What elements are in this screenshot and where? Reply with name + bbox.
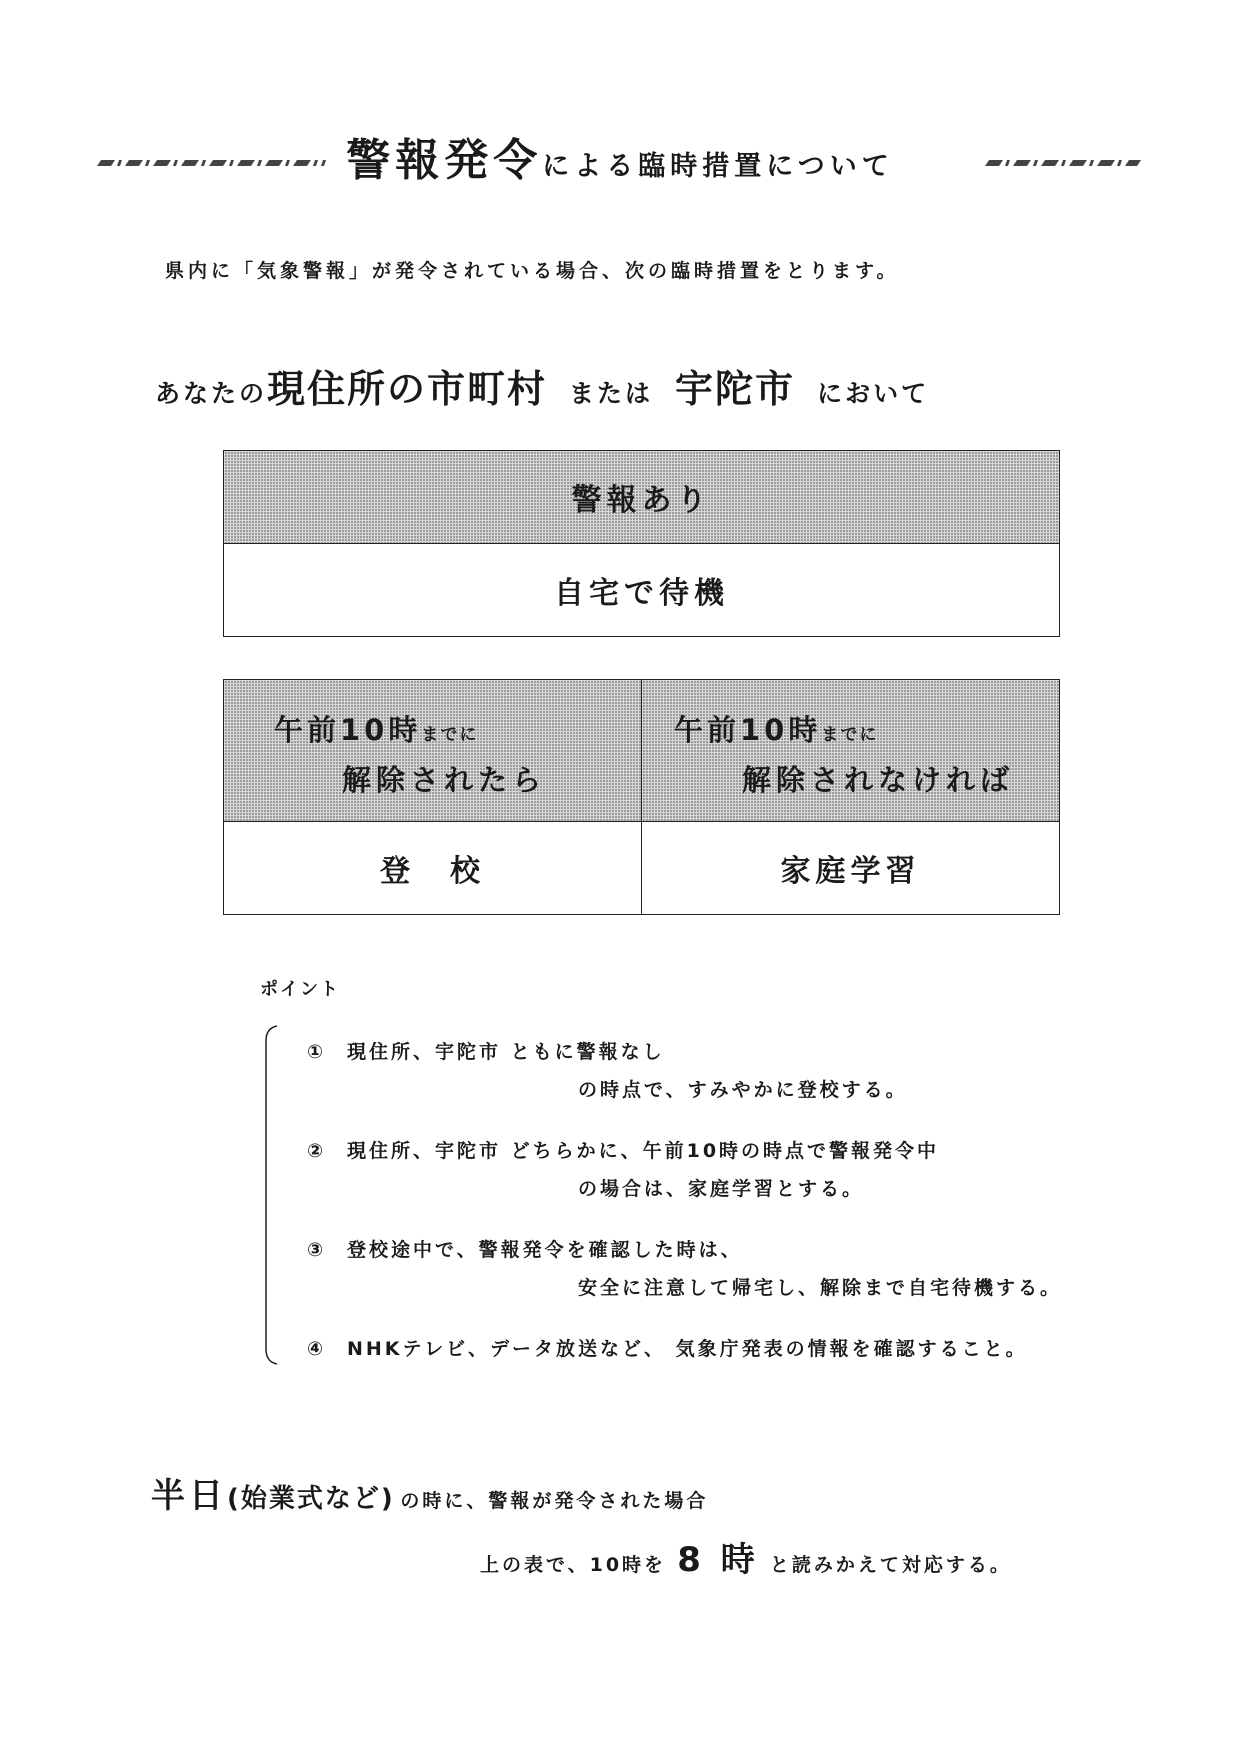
point-item-4-line1: ④ NHKテレビ、データ放送など、 気象庁発表の情報を確認すること。: [307, 1338, 1028, 1360]
attend-school-cell: 登 校: [224, 822, 642, 915]
half-day-paren: (始業式など): [227, 1484, 395, 1514]
half-day-line1: [151, 1468, 708, 1517]
subject-place1: 現住所の市町村: [267, 367, 548, 411]
not-cleared-header-cell: [642, 680, 1060, 822]
point-item-2-line1: ② 現住所、宇陀市 どちらかに、午前10時の時点で警報発令中: [307, 1140, 940, 1162]
intro-text: 県内に「気象警報」が発令されている場合、次の臨時措置をとります。: [165, 260, 900, 282]
point-item-3-line1: ③ 登校途中で、警報発令を確認した時は、: [307, 1239, 743, 1261]
half-day-line2-bold: 8 時: [677, 1540, 759, 1580]
warning-header-cell: 警報あり: [224, 451, 1060, 544]
subject-connector: または: [569, 379, 654, 408]
page-title: [0, 124, 1240, 188]
cleared-header-line1: 午前10時までに: [274, 713, 479, 747]
cleared-header-line2: 解除されたら: [342, 763, 547, 797]
point-item-1-line2: の時点で、すみやかに登校する。: [578, 1079, 908, 1101]
half-day-line2: [480, 1532, 1012, 1581]
warning-action-cell: 自宅で待機: [224, 544, 1060, 637]
point-item-2-line2: の場合は、家庭学習とする。: [578, 1178, 865, 1200]
not-cleared-header-line2: 解除されなければ: [742, 763, 1015, 797]
half-day-bold: 半日: [151, 1476, 227, 1516]
half-day-rest: の時に、警報が発令された場合: [400, 1490, 709, 1512]
subject-line: [155, 358, 929, 413]
points-label: ポイント: [260, 979, 340, 1000]
half-day-line2-post: と読みかえて対応する。: [769, 1554, 1012, 1576]
subject-place2: 宇陀市: [675, 367, 796, 411]
home-study-cell: 家庭学習: [642, 822, 1060, 915]
subject-suffix: において: [817, 379, 930, 408]
half-day-line2-pre: 上の表で、10時を: [480, 1554, 667, 1576]
title-main: 警報発令: [346, 135, 543, 186]
points-bracket: [264, 1025, 278, 1365]
subject-prefix: あなたの: [155, 379, 268, 408]
point-item-1-line1: ① 現住所、宇陀市 ともに警報なし: [307, 1041, 665, 1063]
point-item-3-line2: 安全に注意して帰宅し、解除まで自宅待機する。: [578, 1277, 1063, 1299]
cleared-header-cell: [224, 680, 642, 822]
warning-table: [223, 450, 1060, 637]
not-cleared-header-line1: 午前10時までに: [674, 713, 879, 747]
title-rest: による臨時措置について: [542, 151, 894, 182]
ten-oclock-table: [223, 679, 1060, 915]
